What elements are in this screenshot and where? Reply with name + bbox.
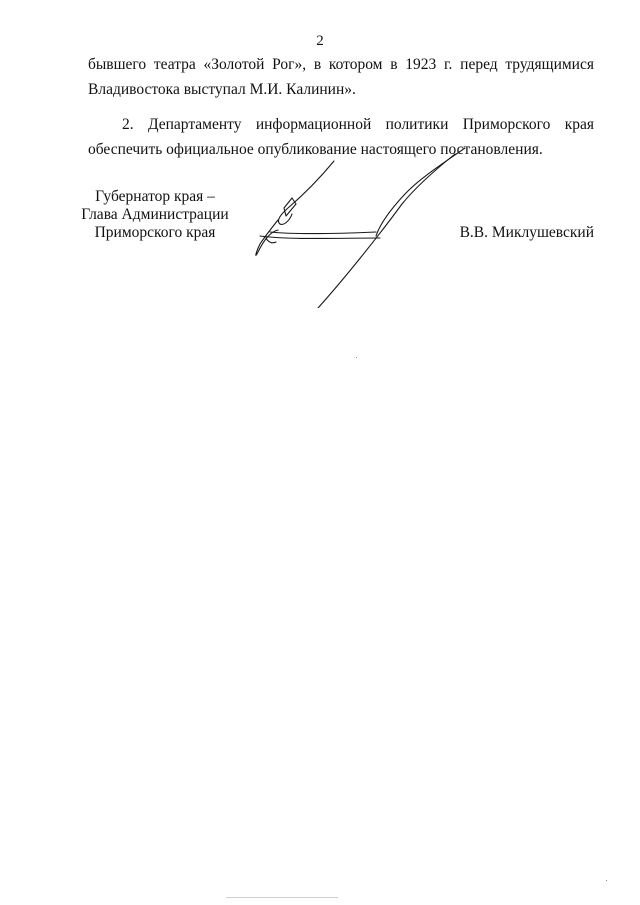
scan-speck — [356, 357, 357, 358]
scan-speck — [606, 880, 607, 881]
paragraph-2-line-2: обеспечить официальное опубликование настоящего постановления. — [88, 141, 543, 158]
page-number: 2 — [316, 33, 324, 49]
signatory-title-line-1: Губернатор края – — [95, 188, 215, 205]
paragraph-2-line-1: 2. Департаменту информационной политики Приморского края — [122, 116, 594, 133]
signatory-title — [78, 188, 232, 242]
paragraph-1-line-2: Владивостока выступал М.И. Калинин». — [88, 81, 356, 98]
signatory-title-line-2: Глава Администрации — [81, 206, 229, 223]
paragraph-1-line-1: бывшего театра «Золотой Рог», в котором в 1923 г. перед трудящимися — [88, 56, 594, 73]
signatory-name: В.В. Миклушевский — [459, 224, 594, 241]
signature-block — [0, 188, 640, 318]
document-body — [88, 52, 594, 162]
paragraph-1 — [88, 52, 594, 102]
signatory-title-line-3: Приморского края — [94, 224, 216, 241]
scan-speck — [226, 897, 338, 898]
